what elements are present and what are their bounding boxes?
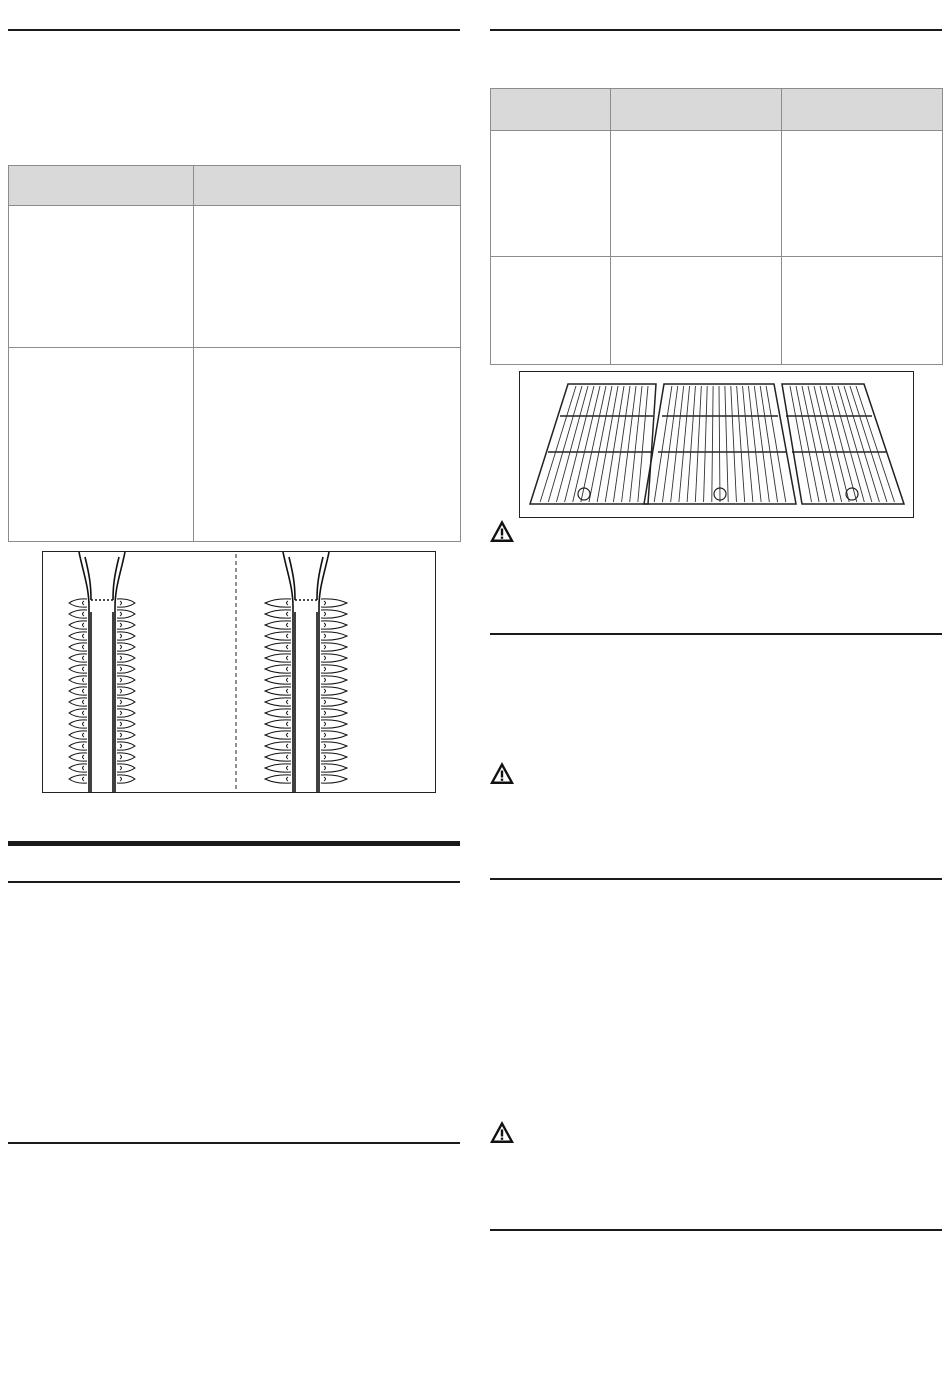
table-cell (491, 131, 611, 257)
flame (117, 654, 135, 662)
flame (69, 709, 87, 717)
flame-core (120, 700, 122, 704)
burner-tube-right (283, 552, 329, 792)
flame (69, 599, 87, 607)
flame (69, 742, 87, 750)
flame (117, 742, 135, 750)
flame (69, 665, 87, 673)
flame-core (83, 634, 85, 638)
flame-core (324, 689, 326, 693)
grate-bar (581, 386, 606, 502)
warning-triangle-icon (489, 519, 515, 543)
flame (321, 764, 347, 772)
grate-bar (565, 386, 594, 502)
flame (117, 643, 135, 651)
flame (321, 720, 347, 728)
flame-core (287, 722, 289, 726)
flame-core (324, 678, 326, 682)
flame (321, 654, 347, 662)
flame (117, 610, 135, 618)
flame (69, 764, 87, 772)
flame-core (120, 601, 122, 605)
flame (117, 599, 135, 607)
flame (117, 698, 135, 706)
table-row (491, 131, 943, 257)
flame (265, 720, 291, 728)
flame (321, 709, 347, 717)
section-divider-right-2 (490, 633, 942, 635)
flame-core (287, 634, 289, 638)
flame-core (287, 766, 289, 770)
flame-core (120, 634, 122, 638)
flame-core (324, 766, 326, 770)
flame-core (324, 711, 326, 715)
flame-core (324, 612, 326, 616)
flame (321, 753, 347, 761)
flame-core (287, 612, 289, 616)
flames-large (265, 599, 347, 783)
flame (321, 775, 347, 783)
flame (69, 775, 87, 783)
flame (69, 632, 87, 640)
section-divider-right-3 (490, 878, 942, 880)
flame-core (324, 722, 326, 726)
flame (117, 665, 135, 673)
flame (265, 599, 291, 607)
flame-core (83, 656, 85, 660)
flame-core (324, 733, 326, 737)
flame (69, 698, 87, 706)
table-header-row (491, 89, 943, 131)
flame-core (83, 612, 85, 616)
warning-triangle-icon (489, 1120, 515, 1144)
flame-core (83, 689, 85, 693)
flame-core (287, 667, 289, 671)
flame-core (120, 722, 122, 726)
flame (321, 687, 347, 695)
section-divider-top-right (490, 29, 942, 31)
table-header-cell (491, 89, 611, 131)
flame-core (83, 601, 85, 605)
flame-core (120, 667, 122, 671)
flame (321, 676, 347, 684)
warning-triangle-icon (489, 761, 515, 785)
flame-core (120, 766, 122, 770)
grate-bar (737, 386, 745, 502)
flame-core (83, 755, 85, 759)
flame (69, 720, 87, 728)
flame-core (83, 623, 85, 627)
flame-core (287, 755, 289, 759)
flame-core (83, 678, 85, 682)
flame-core (287, 744, 289, 748)
flame-core (83, 645, 85, 649)
flame (265, 676, 291, 684)
flame (321, 621, 347, 629)
table-row (9, 348, 461, 542)
flame-core (324, 700, 326, 704)
table-header-cell (782, 89, 943, 131)
flame-core (120, 656, 122, 660)
table-cell (782, 257, 943, 365)
flame (321, 599, 347, 607)
flame (117, 687, 135, 695)
section-divider-left-2 (8, 881, 460, 883)
grate-bar (704, 386, 708, 502)
flame (117, 775, 135, 783)
grate-bar (850, 386, 887, 502)
table-header-row (9, 166, 461, 206)
grate-bar (671, 386, 684, 502)
flame (69, 654, 87, 662)
flame (69, 610, 87, 618)
flame (69, 621, 87, 629)
grate-bar (832, 386, 864, 502)
flame-core (287, 601, 289, 605)
flame (265, 643, 291, 651)
flame-core (83, 744, 85, 748)
section-divider-top-left (8, 29, 460, 31)
flame-core (287, 623, 289, 627)
grate-bar (630, 386, 642, 502)
grate-bar (613, 386, 630, 502)
flame (265, 687, 291, 695)
flame (265, 764, 291, 772)
flame (265, 654, 291, 662)
grate-bar (838, 386, 872, 502)
flame-core (324, 601, 326, 605)
flame (117, 632, 135, 640)
flame (69, 676, 87, 684)
flame (265, 709, 291, 717)
grate-handle-hole (578, 488, 590, 500)
cooking-grates-figure (519, 371, 914, 518)
grate-bar (662, 386, 677, 502)
flame-core (287, 733, 289, 737)
table-cell (491, 257, 611, 365)
flame-core (120, 733, 122, 737)
flame-core (120, 689, 122, 693)
table-header-cell (194, 166, 461, 206)
table-row (491, 257, 943, 365)
flame-core (324, 656, 326, 660)
flame-core (120, 744, 122, 748)
flame-core (83, 733, 85, 737)
flame-core (120, 711, 122, 715)
table-row (9, 206, 461, 348)
grate-bar (712, 386, 713, 502)
grate-bar (695, 386, 701, 502)
flame (321, 610, 347, 618)
flame-core (324, 755, 326, 759)
flame (265, 632, 291, 640)
section-divider-right-4 (490, 1229, 942, 1231)
section-divider-left-3 (8, 1142, 460, 1144)
flame (321, 643, 347, 651)
table-header-cell (9, 166, 194, 206)
flame-core (83, 711, 85, 715)
flame (321, 632, 347, 640)
flame (265, 775, 291, 783)
burner-tubes-diagram (42, 551, 436, 793)
section-heading-bar (8, 841, 460, 846)
flame (117, 621, 135, 629)
grate-bar (540, 386, 576, 502)
flame (69, 687, 87, 695)
grate-bar (719, 386, 720, 502)
grate-handle-hole (846, 488, 858, 500)
grate-bar (725, 386, 728, 502)
flame (69, 753, 87, 761)
flame (321, 665, 347, 673)
flame-core (83, 667, 85, 671)
flame (265, 742, 291, 750)
flame-core (83, 722, 85, 726)
flame (69, 643, 87, 651)
table-cell (194, 206, 461, 348)
flame-core (287, 656, 289, 660)
flame (69, 731, 87, 739)
table-cell (194, 348, 461, 542)
flame (321, 731, 347, 739)
grate-bar (814, 386, 842, 502)
flame-core (324, 667, 326, 671)
flame (117, 720, 135, 728)
flame (117, 709, 135, 717)
flame (117, 676, 135, 684)
table-cell (9, 206, 194, 348)
flame-core (120, 612, 122, 616)
grate-bar (802, 386, 827, 502)
flame-core (287, 700, 289, 704)
flame-core (324, 744, 326, 748)
table-cell (611, 257, 782, 365)
flame-core (324, 777, 326, 781)
burner-tube-left (79, 552, 125, 792)
flame-core (324, 623, 326, 627)
flame-core (287, 689, 289, 693)
flame-core (120, 777, 122, 781)
flame-core (287, 777, 289, 781)
table-cell (782, 131, 943, 257)
flame (265, 621, 291, 629)
flame-core (324, 634, 326, 638)
right-spec-table (490, 88, 943, 365)
flame (117, 731, 135, 739)
flame-core (83, 777, 85, 781)
flame (117, 753, 135, 761)
flame-core (287, 678, 289, 682)
flame (321, 742, 347, 750)
grate-bar (820, 386, 849, 502)
grate-bar (654, 386, 672, 502)
flame-core (287, 711, 289, 715)
flame (265, 698, 291, 706)
flame-core (120, 678, 122, 682)
flame (265, 731, 291, 739)
flame-core (120, 755, 122, 759)
table-cell (611, 131, 782, 257)
grate-bar (731, 386, 737, 502)
grate-bar (622, 386, 636, 502)
table-cell (9, 348, 194, 542)
flame-core (83, 766, 85, 770)
flame (117, 764, 135, 772)
flame (265, 610, 291, 618)
flame (265, 753, 291, 761)
grate-bar (790, 386, 812, 502)
flame (265, 665, 291, 673)
flame (321, 698, 347, 706)
flames-small (69, 599, 135, 783)
table-header-cell (611, 89, 782, 131)
grate-bars (540, 386, 894, 502)
grate-bar (743, 386, 753, 502)
grate-bar (748, 386, 761, 502)
left-spec-table (8, 165, 461, 542)
flame-core (120, 623, 122, 627)
flame-core (324, 645, 326, 649)
flame-core (287, 645, 289, 649)
flame-core (83, 700, 85, 704)
grate-bar (754, 386, 769, 502)
flame-core (120, 645, 122, 649)
